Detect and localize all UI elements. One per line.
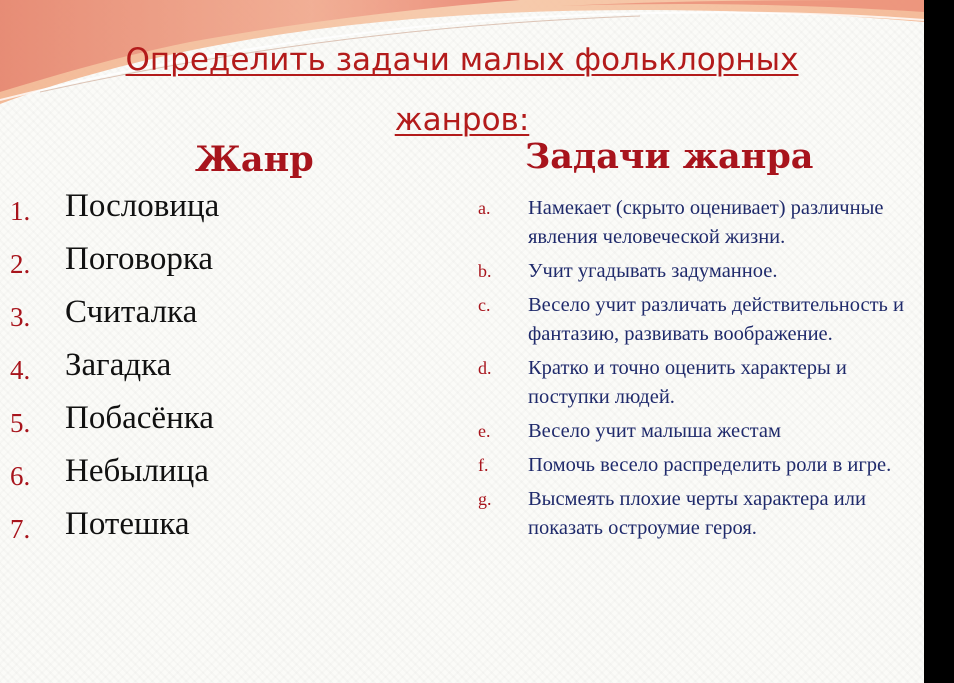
genre-name: Загадка: [65, 347, 172, 383]
task-text: Весело учит различать действительность и фантазию, развивать воображение.: [528, 294, 904, 345]
genre-number: 5.: [10, 408, 31, 438]
genre-name: Потешка: [65, 506, 190, 542]
genre-number: 7.: [10, 514, 31, 544]
task-item: [478, 291, 918, 349]
genre-column-header: Жанр: [195, 139, 314, 180]
task-text: Помочь весело распределить роли в игре.: [528, 454, 892, 476]
task-list: [478, 194, 918, 548]
slide-title-line-2: жанров:: [394, 102, 530, 138]
genre-name: Побасёнка: [65, 400, 214, 436]
task-letter: f.: [478, 455, 489, 475]
genre-name: Поговорка: [65, 241, 214, 277]
task-item: [478, 354, 918, 412]
task-letter: g.: [478, 489, 492, 509]
genre-number: 2.: [10, 249, 31, 279]
screen-edge-bar: [924, 0, 954, 683]
genre-name: Небылица: [65, 453, 209, 489]
task-text: Учит угадывать задуманное.: [528, 260, 778, 282]
task-letter: b.: [478, 261, 492, 281]
task-text: Намекает (скрыто оценивает) различные явления человеческой жизни.: [528, 197, 884, 248]
genre-number: 1.: [10, 196, 31, 226]
task-text: Весело учит малыша жестам: [528, 420, 781, 442]
task-text: Кратко и точно оценить характеры и поступки людей.: [528, 357, 847, 408]
task-letter: c.: [478, 295, 491, 315]
task-letter: e.: [478, 421, 491, 441]
genre-number: 4.: [10, 355, 31, 385]
task-item: [478, 417, 918, 446]
task-item: [478, 257, 918, 286]
genre-name: Считалка: [65, 294, 198, 330]
task-item: [478, 194, 918, 252]
task-item: [478, 485, 918, 543]
genre-name: Пословица: [65, 188, 220, 224]
slide-title: [0, 30, 924, 150]
slide-title-line-1: Определить задачи малых фольклорных: [125, 42, 799, 78]
genre-number: 3.: [10, 302, 31, 332]
task-letter: d.: [478, 358, 492, 378]
task-item: [478, 451, 918, 480]
tasks-column-header: Задачи жанра: [525, 136, 814, 177]
task-text: Высмеять плохие черты характера или показать остроумие героя.: [528, 488, 866, 539]
task-letter: a.: [478, 198, 491, 218]
genre-number: 6.: [10, 461, 31, 491]
